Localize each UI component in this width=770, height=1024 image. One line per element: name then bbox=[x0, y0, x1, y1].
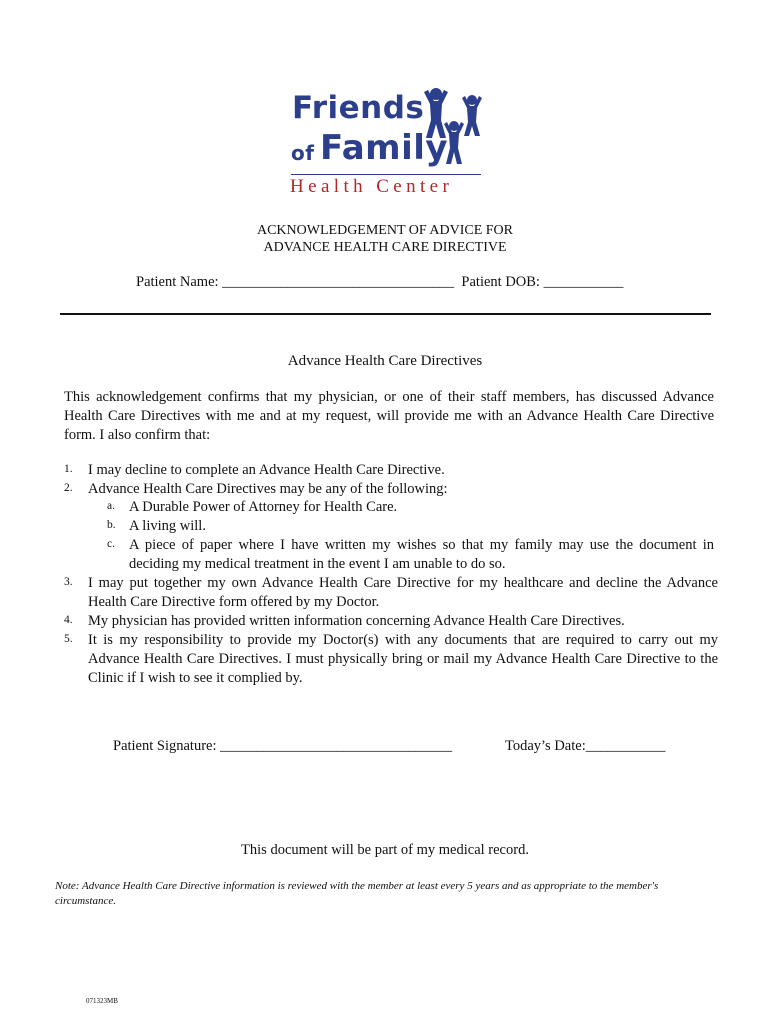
horizontal-rule bbox=[60, 313, 711, 315]
date-line bbox=[505, 738, 665, 755]
list-item-number: 3. bbox=[64, 576, 73, 588]
list-item-number: 1. bbox=[64, 463, 73, 475]
sub-list-item: A living will. bbox=[129, 518, 206, 534]
patient-dob-label: Patient DOB: bbox=[461, 274, 544, 290]
logo-text-of: of bbox=[291, 141, 315, 165]
logo-divider bbox=[291, 174, 481, 175]
footnote: Note: Advance Health Care Directive information is reviewed with the member at least every 5 years and as appropriate to the member's circumstance. bbox=[55, 880, 659, 907]
date-field[interactable]: ___________ bbox=[585, 738, 666, 754]
document-title-line-1: ACKNOWLEDGEMENT OF ADVICE FOR bbox=[256, 223, 514, 238]
sub-list-item: A Durable Power of Attorney for Health Care. bbox=[129, 499, 398, 515]
family-figures-icon bbox=[420, 86, 488, 170]
logo-text-friends: Friends bbox=[292, 90, 425, 126]
list-item-number: 5. bbox=[64, 633, 73, 645]
list-item-number: 4. bbox=[64, 614, 73, 626]
sub-item-letter: a. bbox=[107, 500, 115, 512]
sub-item-letter: b. bbox=[107, 519, 116, 531]
patient-dob-field[interactable]: ___________ bbox=[543, 274, 624, 290]
section-title: Advance Health Care Directives bbox=[287, 353, 483, 369]
form-code: 071323MB bbox=[86, 997, 118, 1005]
document-title-line-2: ADVANCE HEALTH CARE DIRECTIVE bbox=[263, 240, 507, 255]
patient-name-field[interactable]: ________________________________ bbox=[222, 274, 455, 290]
patient-info-line bbox=[136, 274, 623, 291]
signature-field[interactable]: ________________________________ bbox=[220, 738, 453, 754]
logo-text-family: Family bbox=[320, 128, 449, 168]
sub-item-letter: c. bbox=[107, 538, 115, 550]
signature-label: Patient Signature: bbox=[113, 738, 221, 754]
list-item: I may put together my own Advance Health Care Directive for my healthcare and decline the Advance Health Care Directive form offered by my Doctor. bbox=[88, 575, 718, 610]
medical-record-note: This document will be part of my medical record. bbox=[241, 842, 529, 858]
list-item: Advance Health Care Directives may be any of the following: bbox=[88, 481, 448, 497]
list-item: It is my responsibility to provide my Doctor(s) with any documents that are required to carry out my Advance Health Care Directives. I must physically bring or mail my Advance Health Care Directive to the Clinic if I wish to see it complied by. bbox=[88, 632, 718, 686]
logo-text-health-center: Health Center bbox=[290, 176, 454, 197]
signature-line bbox=[113, 738, 452, 755]
intro-paragraph: This acknowledgement confirms that my physician, or one of their staff members, has discussed Advance Health Care Directives with me and at my request, will provide me with an Advance Health Care Directive form. I also confirm that: bbox=[64, 389, 714, 443]
list-item-number: 2. bbox=[64, 482, 73, 494]
list-item: My physician has provided written information concerning Advance Health Care Directives. bbox=[88, 613, 625, 629]
date-label: Today’s Date: bbox=[505, 738, 586, 754]
patient-name-label: Patient Name: bbox=[136, 274, 223, 290]
list-item: I may decline to complete an Advance Health Care Directive. bbox=[88, 462, 445, 478]
sub-list-item: A piece of paper where I have written my wishes so that my family may use the document in deciding my medical treatment in the event I am unable to do so. bbox=[129, 537, 714, 572]
